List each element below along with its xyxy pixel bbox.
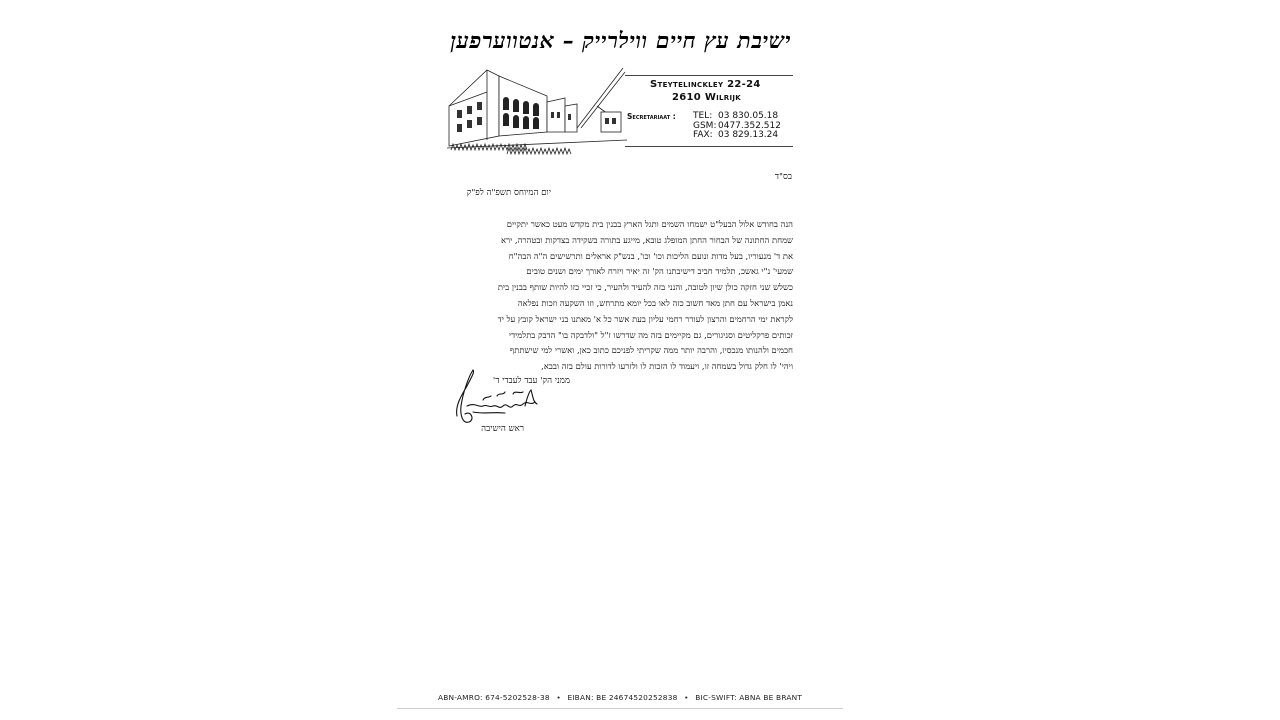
letterhead-rule-bottom bbox=[625, 146, 793, 147]
letterhead-rule-top bbox=[625, 75, 793, 76]
body-line: הנה בחודש אלול הבעל"ט ישמחו השמים ותגל הארץ בבנין בית מקדש מעט כאשר יתקיים bbox=[506, 219, 793, 229]
address-city: 2610 Wilrijk bbox=[672, 92, 742, 103]
body-line: חכמים ולהנותו מנכסיו, והרבה יותר ממה שקריתי לפניכם כתוב כאן, ואשרי למי שישתתף bbox=[509, 345, 793, 356]
bic-swift: BIC-SWIFT: ABNA BE BRANT bbox=[695, 693, 803, 702]
letter-body bbox=[459, 217, 793, 375]
body-line: ויהי' לו חלק גדול בשמחה זו, ויעמוד לו הזכות לו ולזרעו לדורות עולם בזה ובבא, bbox=[541, 361, 793, 372]
footer-separator: • bbox=[556, 693, 561, 702]
footer-separator: • bbox=[684, 693, 689, 702]
address-block bbox=[650, 78, 800, 104]
body-line: כשלש שני חזקה כולן שיון לטובה, והנני בזה להעיד ולהעיר, כי זכיי כזו להיות שותף בבנין בית bbox=[497, 282, 793, 293]
iban: EIBAN: BE 24674520252838 bbox=[567, 693, 678, 702]
bank-account: ABN-AMRO: 674-5202528-38 bbox=[437, 693, 550, 702]
secretariat-label: Secretariaat : bbox=[627, 112, 676, 121]
handwritten-signature bbox=[453, 366, 549, 430]
contact-details bbox=[693, 112, 781, 141]
contact-gsm: GSM: 0477.352.512 bbox=[693, 120, 781, 131]
letter-closing: ממני הק' עבד לעבדי ד' bbox=[492, 376, 570, 386]
contact-fax: FAX: 03 829.13.24 bbox=[693, 130, 779, 140]
body-line: נאמן בישראל עם חתן מאד חשוב כזה לאו בכל יומא מתרחש, וזו השקעה וזכות נפלאה bbox=[517, 297, 793, 308]
letter-heading: בס"ד bbox=[774, 172, 792, 182]
body-line: את ד' מנעוריו, בעל מדות ונועם הליכות וכו' וכו', בנש"ק אראלים ותרשישים ה"ה הבה"ח bbox=[508, 250, 793, 261]
yeshiva-building-illustration bbox=[447, 62, 627, 156]
body-line: זכותים פרקליטים וסניגורים, גם מקיימים בזה מה שדרשו ז"ל "ולדבקה בו" הדבק בתלמידי bbox=[508, 329, 793, 340]
letter-date: יום המיוחס תשפ"ה לפ"ק bbox=[466, 188, 551, 198]
page-bottom-rule bbox=[397, 708, 843, 709]
contact-tel: TEL: 03 830.05.18 bbox=[693, 111, 779, 121]
letterhead-title: ישיבת עץ חיים ווילרייק – אנטווערפען bbox=[450, 28, 791, 54]
address-street: Steytelinckley 22-24 bbox=[650, 79, 761, 90]
letter-page bbox=[397, 0, 843, 720]
signatory-role: ראש הישיבה bbox=[481, 424, 524, 434]
body-line: לקראת ימי הרחמים והרצון לעורר רחמי עליון בעת אשר כל א' מאתנו בני ישראל קובץ על יד bbox=[497, 313, 793, 324]
bank-details-footer bbox=[397, 693, 843, 702]
body-line: שמעי' נ"י גאשכ, תלמיד חביב דישיבתנו הק' זה יאיר ויזרח לאורך ימים ושנים טובים bbox=[526, 266, 793, 277]
body-line: שמחת החתונה של הבחור החתן המופלג טובא, מייגע בתורה בשקידה בצדקות ובטהרה, ירא bbox=[500, 234, 793, 245]
